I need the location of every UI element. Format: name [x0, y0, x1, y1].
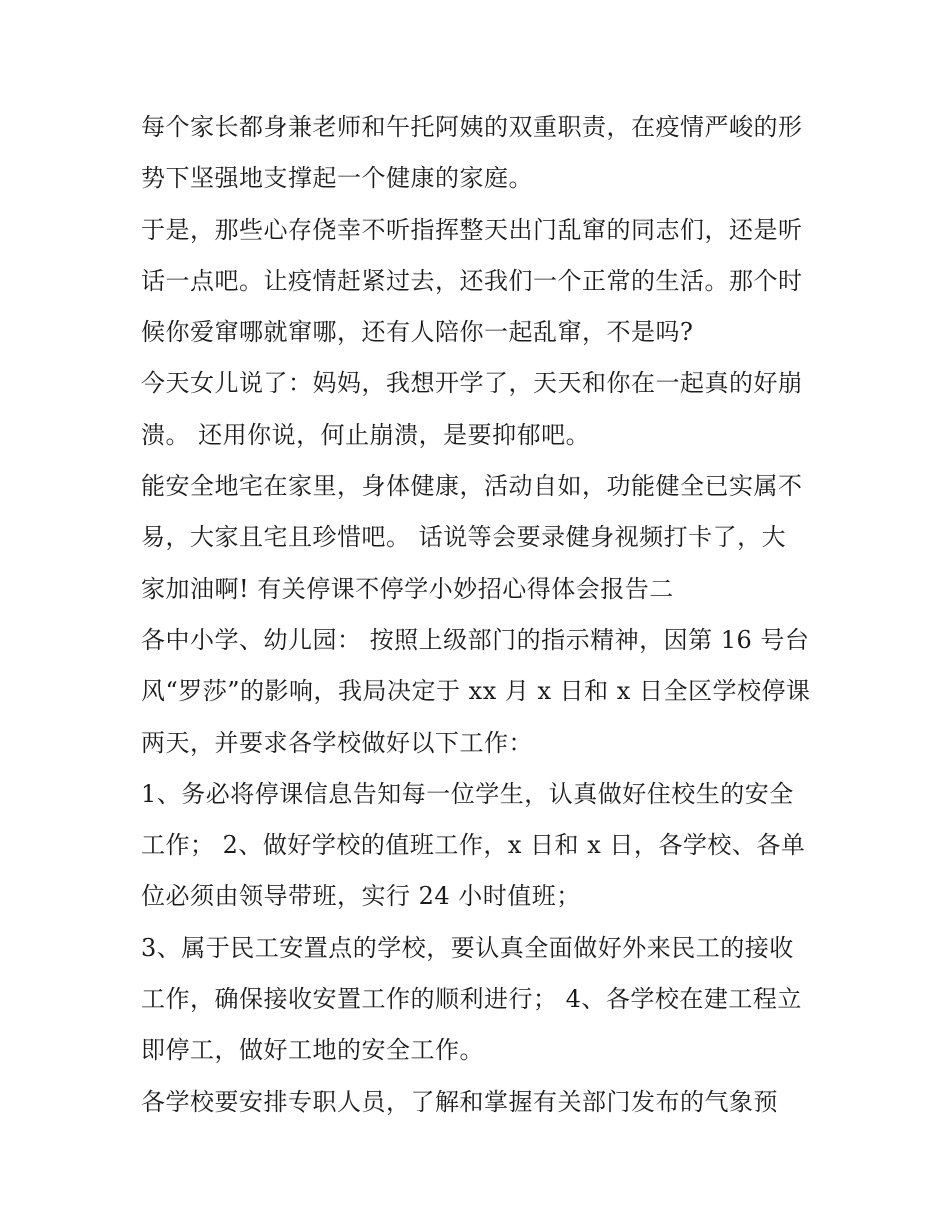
- text-line: 话一点吧。让疫情赶紧过去，还我们一个正常的生活。那个时: [141, 266, 803, 295]
- text-line: 即停工，做好工地的安全工作。: [141, 1036, 484, 1065]
- text-line: 风“罗莎”的影响，我局决定于 xx 月 x 日和 x 日全区学校停课: [141, 677, 811, 706]
- text-line: 各中小学、幼儿园： 按照上级部门的指示精神，因第 16 号台: [141, 625, 810, 654]
- text-line: 于是，那些心存侥幸不听指挥整天出门乱窜的同志们，还是听: [141, 215, 803, 244]
- text-line: 两天，并要求各学校做好以下工作：: [141, 728, 533, 757]
- text-line: 家加油啊! 有关停课不停学小妙招心得体会报告二: [141, 574, 674, 603]
- text-line: 工作； 2、做好学校的值班工作，x 日和 x 日，各学校、各单: [141, 831, 806, 860]
- text-line: 溃。 还用你说，何止崩溃，是要抑郁吧。: [141, 420, 591, 449]
- text-line: 各学校要安排专职人员，了解和掌握有关部门发布的气象预: [141, 1087, 778, 1116]
- text-line: 能安全地宅在家里，身体健康，活动自如，功能健全已实属不: [141, 472, 803, 501]
- text-line: 每个家长都身兼老师和午托阿姨的双重职责，在疫情严峻的形: [141, 113, 803, 141]
- text-line: 今天女儿说了：妈妈，我想开学了，天天和你在一起真的好崩: [141, 369, 803, 398]
- text-line: 易，大家且宅且珍惜吧。 话说等会要录健身视频打卡了，大: [141, 523, 787, 552]
- text-line: 势下坚强地支撑起一个健康的家庭。: [141, 164, 533, 193]
- text-line: 3、属于民工安置点的学校，要认真全面做好外来民工的接收: [141, 933, 794, 962]
- text-line: 候你爱窜哪就窜哪，还有人陪你一起乱窜，不是吗?: [141, 318, 694, 347]
- document-body: [141, 102, 821, 1128]
- text-line: 工作，确保接收安置工作的顺利进行； 4、各学校在建工程立: [141, 985, 802, 1014]
- text-line: 位必须由领导带班，实行 24 小时值班；: [141, 882, 581, 911]
- text-line: 1、务必将停课信息告知每一位学生，认真做好住校生的安全: [141, 779, 794, 808]
